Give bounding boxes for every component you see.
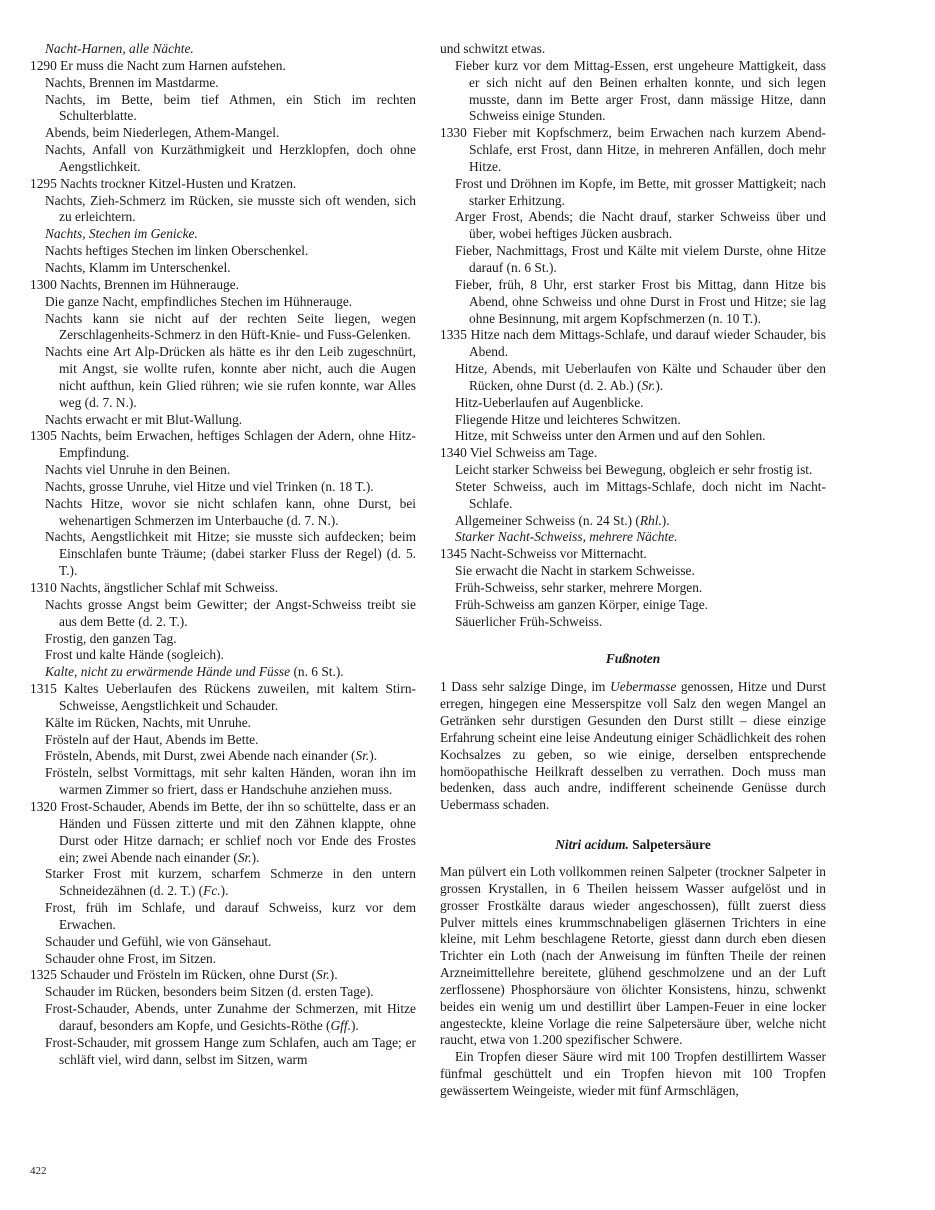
text-run: Fliegende Hitze und leichteres Schwitzen. <box>455 411 681 427</box>
symptom-entry <box>30 41 416 58</box>
symptom-entry <box>30 951 416 968</box>
entry-number: 1305 <box>30 428 61 444</box>
symptom-entry-numbered <box>30 176 416 193</box>
text-run: Nachts, grosse Unruhe, viel Hitze und viel Trinken (n. 18 T.). <box>45 478 374 494</box>
symptom-entry <box>30 934 416 951</box>
text-run: Fieber, Nachmittags, Frost und Kälte mit vielem Durste, ohne Hitze darauf (n. 6 St.). <box>455 243 826 275</box>
text-run: Nachts, Brennen im Hühnerauge. <box>60 276 239 292</box>
symptom-entry <box>30 294 416 311</box>
text-run: Abends, beim Niederlegen, Athem-Mangel. <box>45 125 280 141</box>
symptom-entry <box>30 765 416 799</box>
symptom-entry-numbered <box>440 546 826 563</box>
symptom-entry <box>30 75 416 92</box>
italic-text: Rhl. <box>639 512 662 528</box>
text-run: Nachts, Klamm im Unterschenkel. <box>45 259 231 275</box>
text-run: Fieber, früh, 8 Uhr, erst starker Frost bis Mittag, dann Hitze bis Abend, ohne Schweiss und ohne Durst in Frost und Hitze; sie lag ohne Besinnung, mit argem Kopfschmerzen (n. 10 T.). <box>455 276 826 326</box>
section-heading <box>440 837 826 854</box>
text-run: Hitze, mit Schweiss unter den Armen und auf den Sohlen. <box>455 428 766 444</box>
symptom-entry <box>30 260 416 277</box>
text-run: Hitze nach dem Mittags-Schlafe, und darauf wieder Schauder, bis Abend. <box>469 327 826 360</box>
text-run: Frösteln auf der Haut, Abends im Bette. <box>45 731 259 747</box>
text-run: Nachts heftiges Stechen im linken Oberschenkel. <box>45 243 309 259</box>
text-run: ). <box>661 512 670 528</box>
symptom-entry <box>30 900 416 934</box>
text-run: Schauder im Rücken, besonders beim Sitzen (d. ersten Tage). <box>45 984 374 1000</box>
entry-number: 1300 <box>30 276 61 292</box>
text-run: Starker Frost mit kurzem, scharfem Schmerze in den untern Schneidezähnen (d. 2. T.) ( <box>45 866 416 899</box>
text-run: und schwitzt etwas. <box>440 41 546 56</box>
text-run: Hitz-Ueberlaufen auf Augenblicke. <box>455 394 644 410</box>
symptom-entry <box>440 361 826 395</box>
text-run: Frostig, den ganzen Tag. <box>45 630 177 646</box>
symptom-entry <box>30 597 416 631</box>
italic-text: Nachts, Stechen im Genicke. <box>45 226 198 242</box>
text-run: Säuerlicher Früh-Schweiss. <box>455 613 603 629</box>
symptom-entry <box>30 125 416 142</box>
symptom-list-continued <box>440 41 826 631</box>
symptom-entry <box>30 462 416 479</box>
symptom-entry-numbered <box>30 580 416 597</box>
italic-text: Sr. <box>355 748 370 764</box>
text-run: ). <box>369 748 378 764</box>
text-run: Hitze, Abends, mit Ueberlaufen von Kälte und Schauder über den Rücken, ohne Durst (d. 2. Ab.) ( <box>455 361 826 393</box>
text-run: Nachts, Zieh-Schmerz im Rücken, sie musste sich oft wenden, sich zu erleichtern. <box>45 192 416 225</box>
text-run: Arger Frost, Abends; die Nacht drauf, starker Schweiss über und über, wobei heftiges Jücken ausbrach. <box>455 209 826 242</box>
symptom-entry <box>440 58 826 125</box>
text-run: Schauder ohne Frost, im Sitzen. <box>45 950 217 966</box>
symptom-entry <box>440 176 826 210</box>
symptom-entry <box>30 529 416 580</box>
text-run: Frost und Dröhnen im Kopfe, im Bette, mit grosser Mattigkeit; nach starker Erhitzung. <box>455 175 826 208</box>
symptom-entry <box>440 395 826 412</box>
text-run: ). <box>329 967 338 983</box>
text-run: ). <box>655 377 664 393</box>
italic-text: Sr. <box>641 377 656 393</box>
italic-text: Kalte, nicht zu erwärmende Hände und Füsse <box>45 664 291 680</box>
section-paragraph: Ein Tropfen dieser Säure wird mit 100 Tropfen destillirtem Wasser fünfmal geschüttelt und ein Tropfen hievon mit 100 Tropfen gewässertem Weingeiste, wieder mit fünf Armschlägen, <box>440 1049 826 1098</box>
entry-number: 1325 <box>30 967 61 983</box>
symptom-entry <box>30 479 416 496</box>
symptom-entry <box>440 277 826 328</box>
symptom-entry <box>30 866 416 900</box>
symptom-entry <box>30 344 416 411</box>
text-run: Nachts, beim Erwachen, heftiges Schlagen der Adern, ohne Hitz-Empfindung. <box>59 428 416 461</box>
footnote-text <box>440 679 826 814</box>
text-run: Viel Schweiss am Tage. <box>469 445 598 461</box>
symptom-entry-numbered <box>30 799 416 866</box>
italic-text: Nacht-Harnen, alle Nächte. <box>45 41 194 56</box>
right-column <box>440 41 826 1100</box>
text-run: Früh-Schweiss, sehr starker, mehrere Morgen. <box>455 580 703 595</box>
text-run: Nachts eine Art Alp-Drücken als hätte es ihr den Leib zugeschnürt, mit Angst, sie wollte rufen, konnte aber nicht, auch die Augen nicht aufthun, kein Glied rühren; wie sie rufen konnte, war Alles weg (d. 7. N.). <box>45 344 416 410</box>
text-run: Er muss die Nacht zum Harnen aufstehen. <box>60 57 286 73</box>
text-run: Kaltes Ueberlaufen des Rückens zuweilen, mit kaltem Stirn-Schweisse, Aengstlichkeit und Schauder. <box>59 681 416 713</box>
section-heading-german: Salpetersäure <box>632 837 711 853</box>
symptom-entry-numbered <box>30 428 416 462</box>
symptom-entry-numbered <box>30 681 416 715</box>
symptom-entry <box>30 496 416 530</box>
symptom-entry <box>440 462 826 479</box>
text-run: (n. 6 St.). <box>290 664 344 680</box>
italic-text: Gff. <box>330 1017 351 1033</box>
symptom-entry <box>30 243 416 260</box>
text-run: Nachts erwacht er mit Blut-Wallung. <box>45 411 243 427</box>
text-run: Frost und kalte Hände (sogleich). <box>45 647 224 663</box>
symptom-entry <box>440 479 826 513</box>
symptom-entry <box>440 209 826 243</box>
text-run: Frösteln, Abends, mit Durst, zwei Abende nach einander ( <box>45 748 356 764</box>
entry-number: 1320 <box>30 798 61 814</box>
symptom-entry <box>30 142 416 176</box>
symptom-entry-numbered <box>30 58 416 75</box>
symptom-entry <box>30 631 416 648</box>
entry-number: 1335 <box>440 327 471 343</box>
symptom-entry-numbered <box>440 445 826 462</box>
symptom-entry <box>30 715 416 732</box>
text-run: 1 Dass sehr salzige Dinge, im <box>440 679 611 695</box>
text-run: Frost-Schauder, Abends im Bette, der ihn so schüttelte, dass er an Händen und Füssen zitterte und mit den Zähnen klappte, ohne Durst oder Hitze darnach; er schlief noch vor Ende des Frostes ein; zwei Abende nach einander ( <box>59 798 416 865</box>
text-run: Leicht starker Schweiss bei Bewegung, obgleich er sehr frostig ist. <box>455 462 813 478</box>
left-column <box>30 41 416 1068</box>
text-run: Nachts, Anfall von Kurzäthmigkeit und Herzklopfen, doch ohne Aengstlichkeit. <box>45 142 416 174</box>
text-run: Nacht-Schweiss vor Mitternacht. <box>470 546 647 562</box>
text-run: Frost-Schauder, Abends, unter Zunahme der Schmerzen, mit Hitze darauf, besonders am Kopfe, und Gesichts-Röthe ( <box>45 1001 416 1033</box>
symptom-entry-numbered <box>30 277 416 294</box>
italic-text: Starker Nacht-Schweiss, mehrere Nächte. <box>455 529 678 545</box>
italic-text: Fc. <box>203 883 221 899</box>
entry-number: 1315 <box>30 681 65 697</box>
entry-number: 1295 <box>30 175 61 191</box>
text-run: ). <box>350 1017 359 1033</box>
text-run: Nachts trockner Kitzel-Husten und Kratzen. <box>60 175 297 191</box>
text-run: Früh-Schweiss am ganzen Körper, einige Tage. <box>455 596 708 612</box>
text-run: Frösteln, selbst Vormittags, mit sehr kalten Händen, woran ihn im warmen Zimmer so friert, dass er Handschuhe anziehen muss. <box>45 765 416 798</box>
text-run: ). <box>251 849 260 865</box>
symptom-entry <box>30 1001 416 1035</box>
symptom-entry <box>440 243 826 277</box>
symptom-entry-continuation <box>440 41 826 58</box>
text-run: Nachts, Brennen im Mastdarme. <box>45 74 219 90</box>
text-run: Frost, früh im Schlafe, und darauf Schweiss, kurz vor dem Erwachen. <box>45 900 416 932</box>
entry-number: 1330 <box>440 125 473 141</box>
symptom-entry <box>30 664 416 681</box>
italic-text: Sr. <box>316 967 330 983</box>
symptom-entry <box>440 563 826 580</box>
symptom-entry <box>30 1035 416 1069</box>
text-run: Nachts Hitze, wovor sie nicht schlafen kann, ohne Durst, bei wehenartigen Schmerzen im Unterbauche (d. 7. N.). <box>45 495 416 528</box>
symptom-entry-numbered <box>440 125 826 176</box>
text-run: Nachts viel Unruhe in den Beinen. <box>45 462 231 478</box>
footnotes-heading: Fußnoten <box>605 650 661 666</box>
italic-text: Sr. <box>237 849 252 865</box>
symptom-entry <box>30 412 416 429</box>
text-run: Steter Schweiss, auch im Mittags-Schlafe, doch nicht im Nacht-Schlafe. <box>455 478 826 511</box>
symptom-entry <box>30 193 416 227</box>
symptom-entry <box>30 92 416 126</box>
symptom-entry <box>30 226 416 243</box>
entry-number: 1340 <box>440 445 470 461</box>
symptom-entry-numbered <box>30 967 416 984</box>
italic-text: Uebermasse <box>610 679 677 695</box>
text-run: Frost-Schauder, mit grossem Hange zum Schlafen, auch am Tage; er schläft viel, wird dann, selbst im Sitzen, warm <box>45 1034 416 1067</box>
text-run: Nachts, Aengstlichkeit mit Hitze; sie musste sich aufdecken; beim Einschlafen bunte Träume; (dabei starker Fluss der Regel) (d. 5. T.). <box>45 529 416 579</box>
symptom-entry <box>440 580 826 597</box>
text-run: Die ganze Nacht, empfindliches Stechen im Hühnerauge. <box>45 293 353 309</box>
symptom-entry <box>440 597 826 614</box>
symptom-entry <box>30 984 416 1001</box>
entry-number: 1290 <box>30 57 61 73</box>
text-run: Sie erwacht die Nacht in starkem Schweisse. <box>455 563 695 579</box>
symptom-entry <box>440 614 826 631</box>
symptom-entry <box>30 748 416 765</box>
text-run: Kälte im Rücken, Nachts, mit Unruhe. <box>45 714 252 730</box>
text-run: Allgemeiner Schweiss (n. 24 St.) ( <box>455 512 640 528</box>
symptom-entry <box>30 311 416 345</box>
text-run: Schauder und Frösteln im Rücken, ohne Durst ( <box>60 967 317 983</box>
text-run: genossen, Hitze und Durst erregen, hingegen eine Messerspitze voll Salz den wegen Mangel an Getränken sehr durstigen Gesunden den Durst stillt – diese einzige Erfahrung scheint eine leise Andeutung einiger Schädlichkeit des rohen Kochsalzes zu geben, so wie einige, derselben entsprechende homöopathische Heilkraft desselben zu verrathen. Doch muss man bedenken, dass auch andre, indifferent scheinende Genüsse durch Uebermass schaden. <box>440 679 826 813</box>
symptom-entry <box>30 647 416 664</box>
symptom-entry <box>30 732 416 749</box>
text-run: Fieber mit Kopfschmerz, beim Erwachen nach kurzem Abend-Schlafe, erst Frost, dann Hitze, in mehreren Anfällen, doch mehr Hitze. <box>469 125 826 174</box>
text-run: ). <box>220 883 229 899</box>
section-heading-latin: Nitri acidum. <box>555 837 629 853</box>
symptom-entry <box>440 529 826 546</box>
symptom-entry <box>440 513 826 530</box>
symptom-entry <box>440 412 826 429</box>
text-run: Fieber kurz vor dem Mittag-Essen, erst ungeheure Mattigkeit, dass er sich nicht auf den Beinen erhalten konnte, und sich legen musste, dann im Bette arger Frost, dann mässige Hitze, dann Schweiss einige Stunden. <box>455 57 826 124</box>
text-run: Nachts, im Bette, beim tief Athmen, ein Stich im rechten Schulterblatte. <box>45 91 416 124</box>
text-run: Nachts grosse Angst beim Gewitter; der Angst-Schweiss treibt sie aus dem Bette (d. 2. T.). <box>45 596 416 629</box>
symptom-entry <box>440 428 826 445</box>
entry-number: 1310 <box>30 580 61 595</box>
page-number: 422 <box>30 1165 47 1177</box>
text-run: Nachts kann sie nicht auf der rechten Seite liegen, wegen Zerschlagenheits-Schmerz in den Hüft-Knie- und Fuss-Gelenken. <box>45 310 416 343</box>
text-run: Schauder und Gefühl, wie von Gänsehaut. <box>45 933 272 949</box>
section-paragraph: Man pülvert ein Loth vollkommen reinen Salpeter (trockner Salpeter in grossen Krystallen, in 6 Theilen heissem Wasser aufgelöst und in grosser Frostkälte daraus wieder angeschossen), füllt zuerst diess Pulver mittels eines krummschnabeligen gläsernen Trichters in eine kleine, mit Lehm beschlagene Retorte, giesst dann durch eben diesen Trichter ein Loth (nach der Anweisung im fünften Theile der reinen Arzneimittellehre bereitete, glühend geschmolzene und an der Luft zerflossene) Phosphorsäure von ölichter Konsistens, hinzu, schwenkt beides ein wenig um und destillirt über Lampen-Feuer in eine locker angesteckte, kleine Vorlage die reine Salpetersäure über, welche nicht raucht, etwa von 1.200 spezifischer Schwere. <box>440 863 826 1048</box>
text-run: Nachts, ängstlicher Schlaf mit Schweiss. <box>60 580 279 595</box>
symptom-entry-numbered <box>440 327 826 361</box>
entry-number: 1345 <box>440 546 471 562</box>
